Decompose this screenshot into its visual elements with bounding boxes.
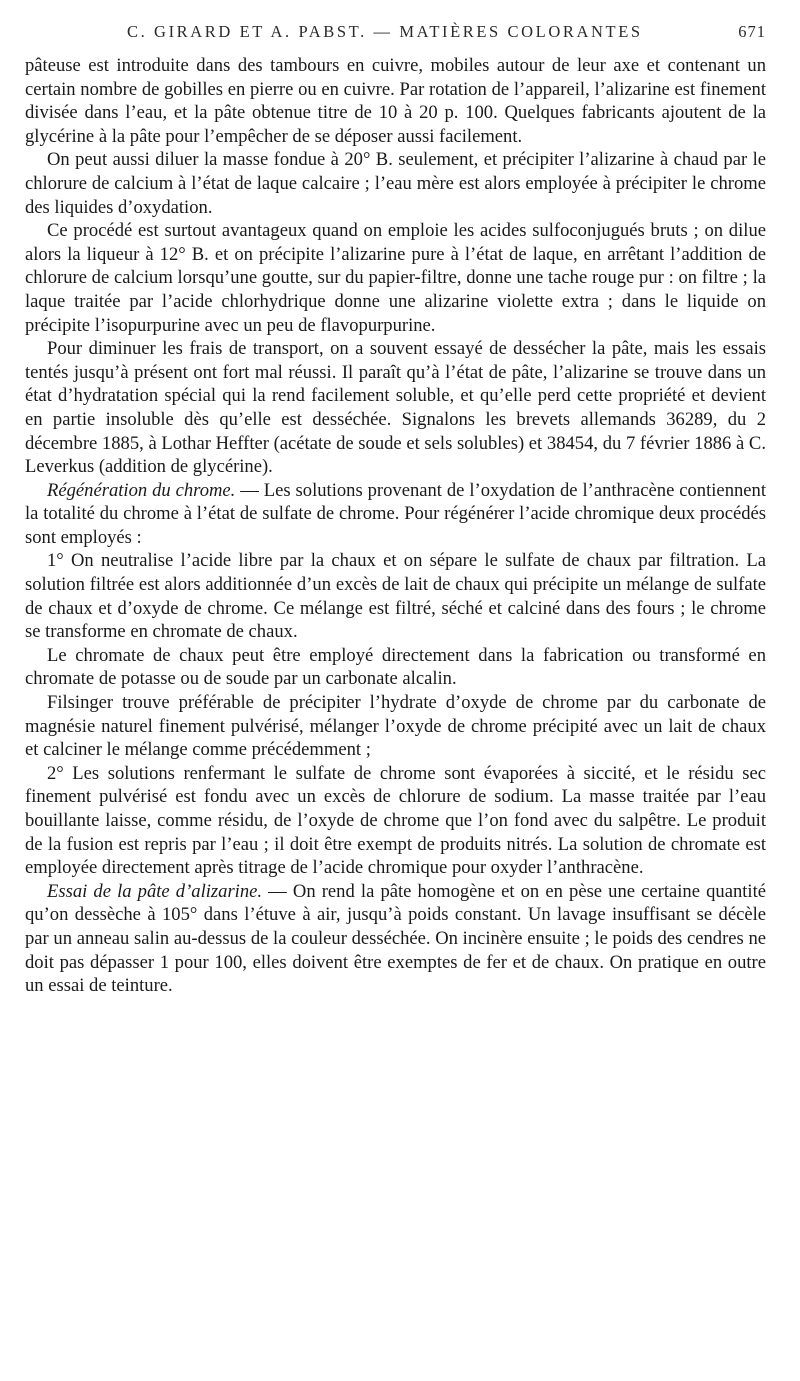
paragraph-transport (25, 337, 766, 479)
page-number: 671 (738, 22, 766, 41)
paragraph-paste-assay (25, 880, 766, 998)
running-header (25, 22, 766, 52)
paragraph-text: 2° Les solutions renfermant le sulfate de chrome sont évaporées à siccité, et le résidu sec finement pulvérisé est fondu avec un excès de chlorure de sodium. La masse traitée par l’eau bouillante laisse, comme résidu, de l’oxyde de chrome que l’on fond avec du salpêtre. Le produit de la fusion est repris par l’eau ; il doit être exempt de produits nitrés. La solution de chromate est employée directement après titrage de l’acide chromique pour oxyder l’anthracène. (25, 762, 766, 879)
paragraph-dilution (25, 148, 766, 219)
paragraph-text: — On rend la pâte homogène et on en pèse une certaine quantité qu’on dessèche à 105° dans l’étuve à air, jusqu’à poids constant. Un lavage insuffisant se décèle par un anneau salin au-dessus de la couleur desséchée. On incinère ensuite ; le poids des cendres ne doit pas dépasser 1 pour 100, elles doivent être exemptes de fer et de chaux. On pratique en outre un essai de teinture. (25, 880, 766, 997)
paragraph-text: Ce procédé est surtout avantageux quand on emploie les acides sulfoconjugués bruts ; on dilue alors la liqueur à 12° B. et on précipite l’alizarine pure à l’état de laque, en arrêtant l’addition de chlorure de calcium lorsqu’une goutte, sur du papier-filtre, donne une tache rouge pur : on filtre ; la laque traitée par l’acide chlorhydrique donne une alizarine violette extra ; dans le liquide on précipite l’isopurpurine avec un peu de flavopurpurine. (25, 220, 766, 336)
paragraph-text: Le chromate de chaux peut être employé directement dans la fabrication ou transformé en chromate de potasse ou de soude par un carbonate alcalin. (25, 644, 766, 690)
section-heading-assay: Essai de la pâte d’alizarine. (47, 880, 263, 902)
paragraph-process-two (25, 762, 766, 880)
paragraph-text: 1° On neutralise l’acide libre par la chaux et on sépare le sulfate de chaux par filtration. La solution filtrée est alors additionnée d’un excès de lait de chaux qui précipite un mélange de sulfate de chaux et d’oxyde de chrome. Ce mélange est filtré, séché et calciné dans des fours ; le chrome se transforme en chromate de chaux. (25, 550, 766, 643)
section-heading-regeneration: Régénération du chrome. (47, 479, 236, 501)
paragraph-text: Pour diminuer les frais de transport, on a souvent essayé de dessécher la pâte, mais les essais tentés jusqu’à présent ont fort mal réussi. Il paraît qu’à l’état de pâte, l’alizarine se trouve dans un état d’hydratation spécial qui la rend facilement soluble, et qu’elle perd cette propriété et devient en partie insoluble dès qu’elle est desséchée. Signalons les brevets allemands 36289, du 2 décembre 1885, à Lothar Heffter (acétate de soude et sels solubles) et 38454, du 7 février 1886 à C. Leverkus (addition de glycérine). (25, 338, 766, 478)
paragraph-continuation (25, 54, 766, 148)
paragraph-filsinger (25, 691, 766, 762)
paragraph-chromate-use (25, 644, 766, 691)
paragraph-chrome-regeneration (25, 479, 766, 550)
paragraph-text: Filsinger trouve préférable de précipiter l’hydrate d’oxyde de chrome par du carbonate de magnésie naturel finement pulvérisé, mélanger l’oxyde de chrome précipité avec un lait de chaux et calciner le mélange comme précédemment ; (25, 692, 766, 761)
paragraph-sulfoconjugates (25, 219, 766, 337)
body-text (25, 54, 766, 998)
paragraph-process-one (25, 549, 766, 643)
running-title: C. GIRARD ET A. PABST. — MATIÈRES COLORANTES (127, 22, 643, 41)
paragraph-text: pâteuse est introduite dans des tambours en cuivre, mobiles autour de leur axe et contenant un certain nombre de gobilles en pierre ou en cuivre. Par rotation de l’appareil, l’alizarine est finement divisée dans l’eau, et la pâte obtenue titre de 10 à 20 p. 100. Quelques fabricants ajoutent de la glycérine à la pâte pour l’empêcher de se déposer aussi facilement. (25, 55, 766, 147)
paragraph-text: — Les solutions provenant de l’oxydation de l’anthracène contiennent la totalité du chrome à l’état de sulfate de chrome. Pour régénérer l’acide chromique deux procédés sont employés : (25, 479, 766, 548)
paragraph-text: On peut aussi diluer la masse fondue à 20° B. seulement, et précipiter l’alizarine à chaud par le chlorure de calcium à l’état de laque calcaire ; l’eau mère est alors employée à précipiter le chrome des liquides d’oxydation. (25, 149, 766, 218)
